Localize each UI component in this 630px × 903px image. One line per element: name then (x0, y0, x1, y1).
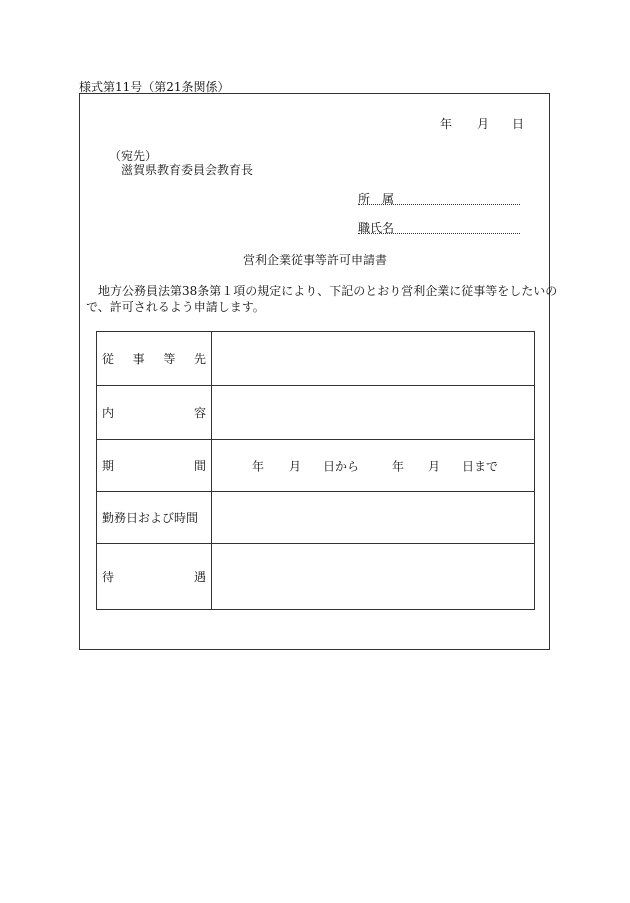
table-row-hours (97, 492, 535, 544)
table-row-content (97, 386, 535, 440)
period-start-year: 年 (252, 459, 265, 473)
date-year-label: 年 (440, 117, 453, 131)
form-number: 様式第11号（第21条関係） (79, 80, 230, 94)
employer-value[interactable] (212, 332, 535, 386)
period-end-day: 日まで (462, 459, 499, 473)
compensation-value[interactable] (212, 544, 535, 610)
table-row-period (97, 440, 535, 492)
affiliation-label: 所 属 (358, 192, 395, 206)
label-char: 遇 (193, 570, 206, 584)
label-char: 先 (193, 352, 206, 366)
label-char: 期 (102, 459, 115, 473)
affiliation-line (358, 204, 520, 205)
label-char: 事 (132, 352, 145, 366)
employer-label (97, 332, 212, 386)
table-row-employer (97, 332, 535, 386)
name-label: 職氏名 (358, 221, 395, 235)
name-line (358, 233, 520, 234)
period-end-month: 月 (428, 459, 441, 473)
addressee-prefix: （宛先） (109, 149, 158, 163)
label-char: 間 (193, 459, 206, 473)
content-label (97, 386, 212, 440)
content-value[interactable] (212, 386, 535, 440)
hours-value[interactable] (212, 492, 535, 544)
period-start-day: 日から (323, 459, 360, 473)
label-char: 等 (163, 352, 176, 366)
document-title: 営利企業従事等許可申請書 (242, 253, 387, 267)
period-value[interactable] (212, 440, 535, 492)
period-start-month: 月 (289, 459, 302, 473)
hours-label: 勤務日および時間 (97, 492, 212, 544)
body-text-line-1: 地方公務員法第38条第１項の規定により、下記のとおり営利企業に従事等をしたいの (98, 284, 558, 298)
detail-table (96, 331, 535, 610)
period-end-year: 年 (392, 459, 405, 473)
label-char: 内 (102, 406, 115, 420)
label-char: 従 (102, 352, 115, 366)
date-month-label: 月 (477, 117, 490, 131)
table-row-compensation (97, 544, 535, 610)
label-char: 待 (102, 570, 115, 584)
date-day-label: 日 (512, 117, 525, 131)
period-label (97, 440, 212, 492)
compensation-label (97, 544, 212, 610)
body-text-line-2: で、許可されるよう申請します。 (86, 300, 265, 314)
label-char: 容 (193, 406, 206, 420)
addressee-name: 滋賀県教育委員会教育長 (121, 163, 254, 177)
